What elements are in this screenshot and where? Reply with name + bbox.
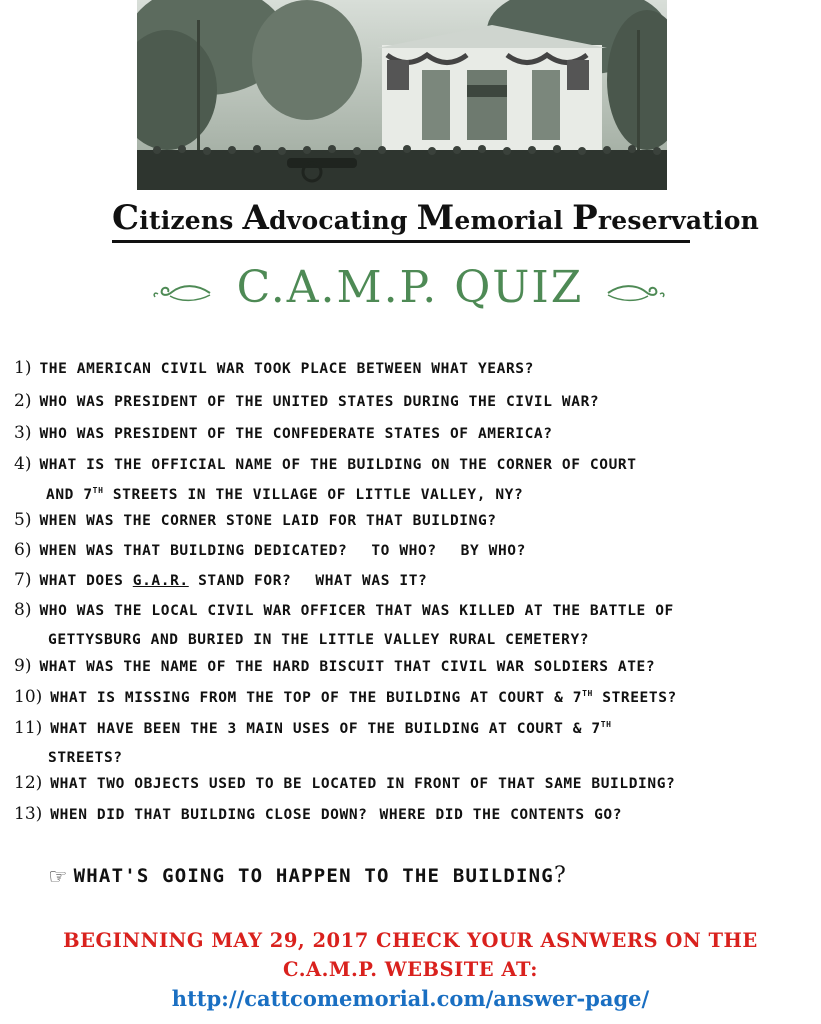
org-title: Citizens Advocating Memorial Preservation — [112, 198, 759, 238]
pointing-hand-icon: ☞ — [50, 862, 66, 892]
question-13: 13) WHEN DID THAT BUILDING CLOSE DOWN? WHERE DID THE CONTENTS GO? — [14, 804, 623, 824]
question-7: 7) WHAT DOES G.A.R. STAND FOR? WHAT WAS IT? — [14, 570, 428, 590]
question-4: 4) WHAT IS THE OFFICIAL NAME OF THE BUILDING ON THE CORNER OF COURT AND 7TH STREETS IN THE VILLAGE OF LITTLE VALLEY, NY? — [14, 454, 637, 503]
answers-announcement — [0, 926, 821, 984]
question-9: 9) WHAT WAS THE NAME OF THE HARD BISCUIT THAT CIVIL WAR SOLDIERS ATE? — [14, 656, 656, 676]
question-11: 11) WHAT HAVE BEEN THE 3 MAIN USES OF THE BUILDING AT COURT & 7TH STREETS? — [14, 718, 612, 766]
question-10: 10) WHAT IS MISSING FROM THE TOP OF THE BUILDING AT COURT & 7TH STREETS? — [14, 687, 677, 707]
answer-page-link[interactable]: http://cattcomemorial.com/answer-page/ — [171, 986, 650, 1011]
question-5: 5) WHEN WAS THE CORNER STONE LAID FOR THAT BUILDING? — [14, 510, 497, 530]
question-1: 1) THE AMERICAN CIVIL WAR TOOK PLACE BETWEEN WHAT YEARS? — [14, 358, 534, 378]
quiz-title: C.A.M.P. QUIZ — [236, 262, 584, 313]
question-12: 12) WHAT TWO OBJECTS USED TO BE LOCATED IN FRONT OF THAT SAME BUILDING? — [14, 773, 676, 793]
historic-photo — [137, 0, 667, 190]
announcement-line-1: BEGINNING MAY 29, 2017 CHECK YOUR ASNWERS ON THE — [63, 929, 758, 952]
question-2: 2) WHO WAS PRESIDENT OF THE UNITED STATES DURING THE CIVIL WAR? — [14, 391, 600, 411]
title-underline — [112, 240, 690, 243]
right-flourish-icon — [606, 280, 666, 306]
question-6: 6) WHEN WAS THAT BUILDING DEDICATED? TO WHO? BY WHO? — [14, 540, 526, 560]
building-future-callout: ☞ WHAT'S GOING TO HAPPEN TO THE BUILDING? — [50, 862, 567, 892]
question-8: 8) WHO WAS THE LOCAL CIVIL WAR OFFICER THAT WAS KILLED AT THE BATTLE OF GETTYSBURG AND BURIED IN THE LITTLE VALLEY RURAL CEMETERY? — [14, 600, 674, 648]
announcement-line-2: C.A.M.P. WEBSITE AT: — [283, 958, 538, 981]
question-3: 3) WHO WAS PRESIDENT OF THE CONFEDERATE STATES OF AMERICA? — [14, 423, 553, 443]
